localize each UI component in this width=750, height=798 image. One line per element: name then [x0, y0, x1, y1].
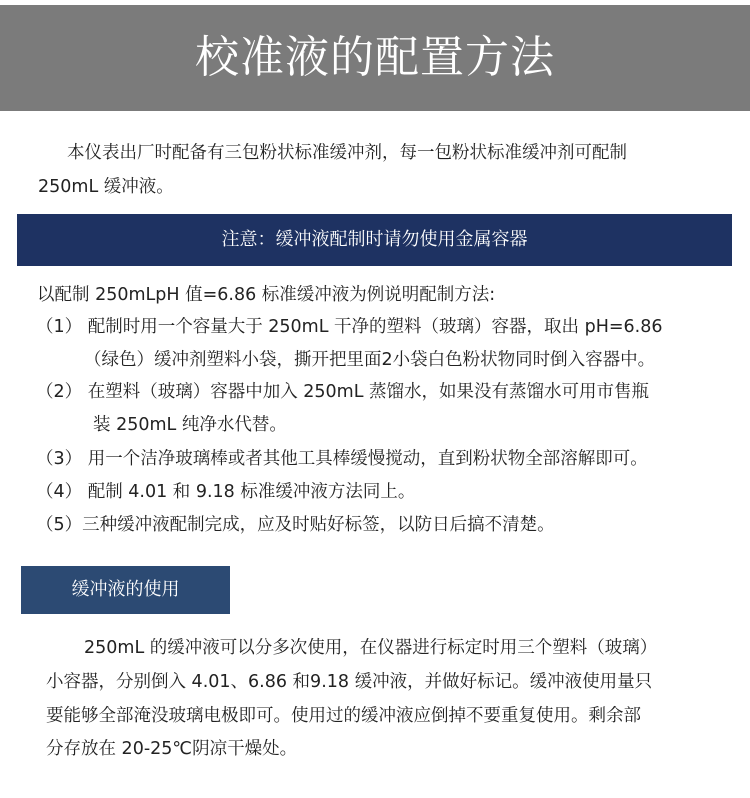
- step-1-line-1: （1） 配制时用一个容量大于 250mL 干净的塑料（玻璃）容器，取出 pH=6.86: [36, 317, 663, 337]
- intro-line-2: 250mL 缓冲液。: [38, 177, 174, 197]
- usage-line-1: 250mL 的缓冲液可以分多次使用，在仪器进行标定时用三个塑料（玻璃）: [84, 638, 658, 658]
- method-intro: 以配制 250mLpH 值=6.86 标准缓冲液为例说明配制方法:: [37, 285, 496, 305]
- step-4: （4） 配制 4.01 和 9.18 标准缓冲液方法同上。: [36, 482, 416, 502]
- step-1-line-2: （绿色）缓冲剂塑料小袋，撕开把里面2小袋白色粉状物同时倒入容器中。: [84, 350, 656, 370]
- step-3: （3） 用一个洁净玻璃棒或者其他工具棒缓慢搅动，直到粉状物全部溶解即可。: [36, 449, 648, 469]
- intro-line-1: 本仪表出厂时配备有三包粉状标准缓冲剂，每一包粉状标准缓冲剂可配制: [67, 143, 627, 163]
- step-2-line-2: 装 250mL 纯净水代替。: [93, 415, 287, 435]
- usage-line-4: 分存放在 20-25℃阴凉干燥处。: [46, 739, 298, 759]
- usage-line-2: 小容器，分别倒入 4.01、6.86 和9.18 缓冲液，并做好标记。缓冲液使用量只: [46, 672, 653, 692]
- step-5: （5）三种缓冲液配制完成，应及时贴好标签，以防日后搞不清楚。: [36, 515, 555, 535]
- notice-banner: 注意：缓冲液配制时请勿使用金属容器: [17, 214, 732, 266]
- usage-line-3: 要能够全部淹没玻璃电极即可。使用过的缓冲液应倒掉不要重复使用。剩余部: [46, 706, 641, 726]
- step-2-line-1: （2） 在塑料（玻璃）容器中加入 250mL 蒸馏水，如果没有蒸馏水可用市售瓶: [36, 382, 650, 402]
- page-title: 校准液的配置方法: [0, 5, 750, 111]
- usage-section-heading: 缓冲液的使用: [21, 566, 230, 614]
